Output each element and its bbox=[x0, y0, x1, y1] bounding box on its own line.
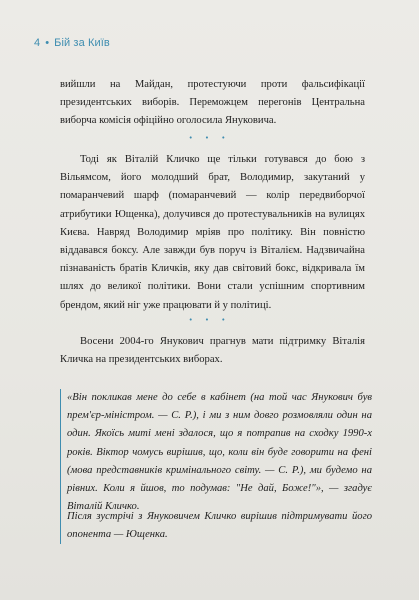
section-separator-1: • • • bbox=[188, 134, 231, 142]
paragraph-3: Восени 2004-го Янукович прагнув мати підтримку Віталія Кличка на президентських виборах. bbox=[60, 336, 365, 366]
blockquote-1: «Він покликав мене до себе в кабінет (на той час Янукович був прем'єр-міністром. — С. Р.), і ми з ним довго розмовляли один на один. Якоїсь миті мені здалося, що я потрапив на сходку 1990-х років. Віктор чомусь вирішив, що, коли він буде говорити на фені (мова представників кримінального світу. — С. Р.), ми будемо на рівних. Коли я йшов, то подумав: "Не дай, Боже!"», — згадує Віталій Кличко. bbox=[60, 389, 372, 516]
header-separator: • bbox=[45, 37, 50, 49]
book-title: Бій за Київ bbox=[54, 37, 110, 49]
section-separator-2: • • • bbox=[188, 316, 231, 324]
page-number: 4 bbox=[34, 37, 41, 49]
paragraph-1: вийшли на Майдан, протестуючи проти фальсифікації президентських виборів. Переможцем перегонів Центральна виборча комісія офіційно оголосила Януковича. bbox=[60, 79, 365, 127]
blockquote-2: Після зустрічі з Януковичем Кличко вирішив підтримувати його опонента — Ющенка. bbox=[60, 508, 372, 544]
running-header bbox=[34, 37, 110, 49]
paragraph-2: Тоді як Віталій Кличко ще тільки готувався до бою з Вільямсом, його молодший брат, Володимир, закутаний у помаранчевий шарф (помаранчевий — колір передвиборчої атрибутики Ющенка), долучився до протестувальників на вулицях Києва. Навряд Володимир мріяв про політику. Він повністю віддавався боксу. Але завжди був поруч із Віталієм. Надзвичайна пізнаваність братів Кличків, яку дав світовий бокс, відкривала їм шлях до великої політики. Вони стали успішним спортивним брендом, який ніг уже працювати й у політиці. bbox=[60, 154, 365, 311]
